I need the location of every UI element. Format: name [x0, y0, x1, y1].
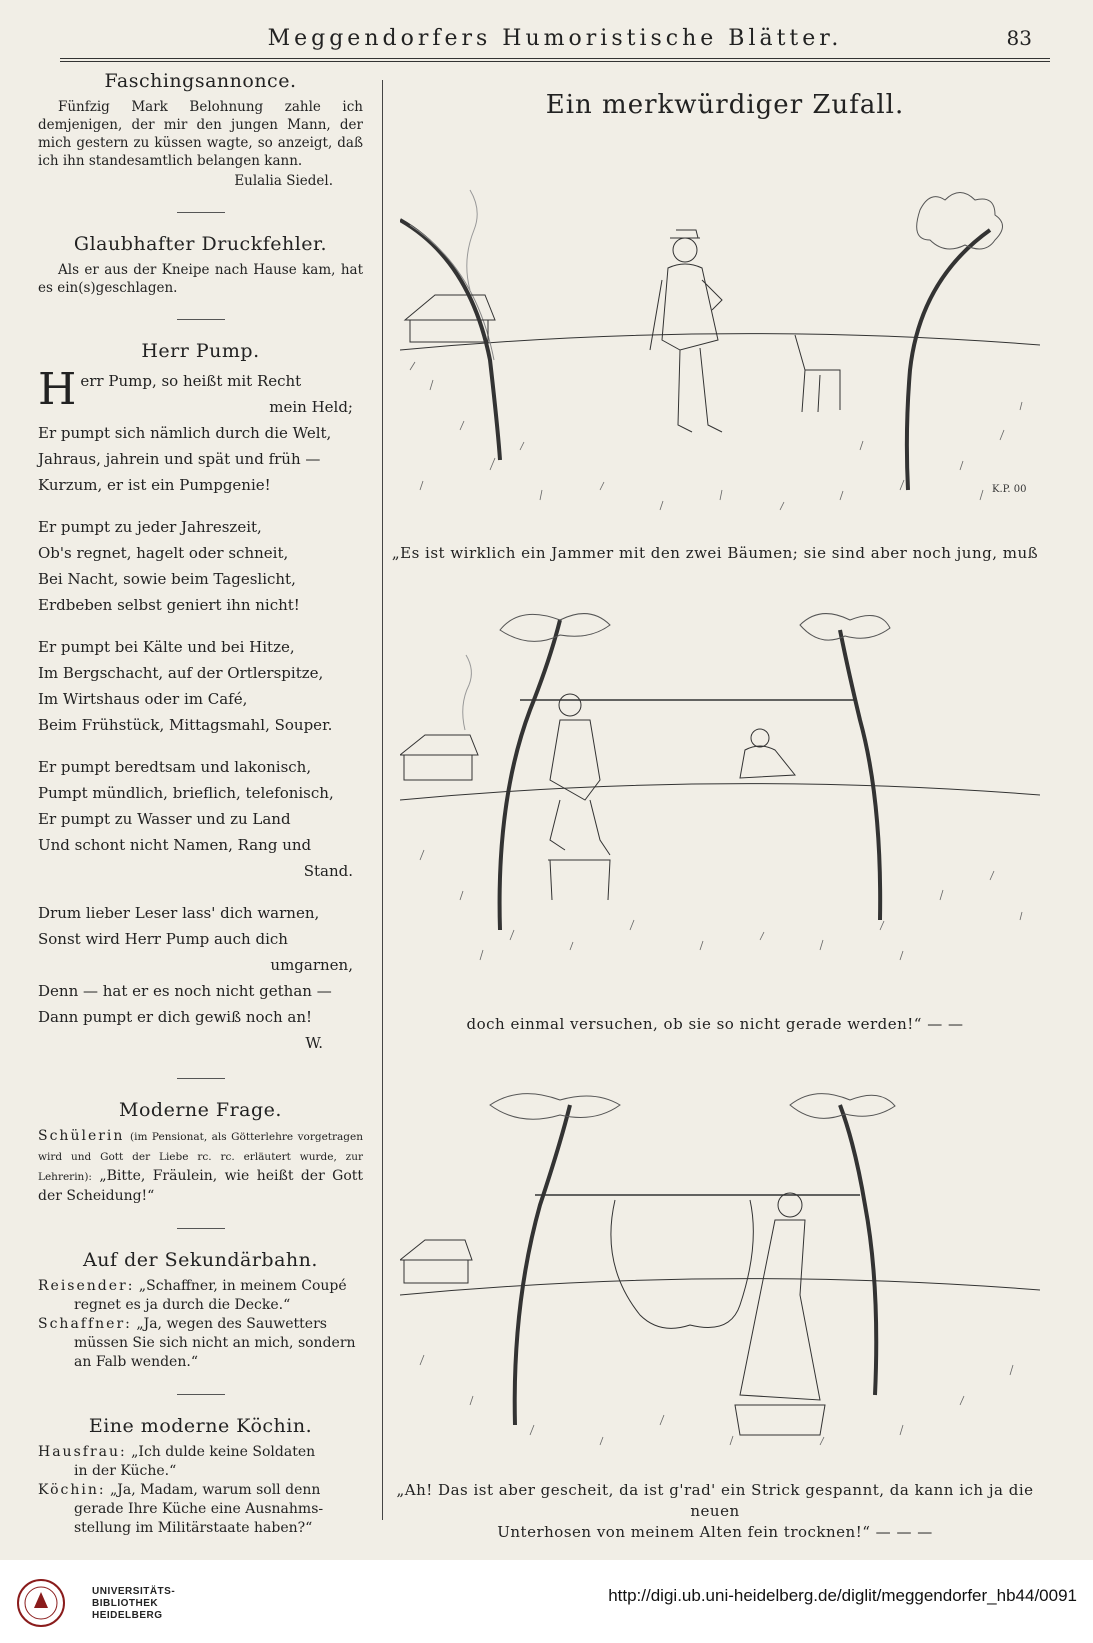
- cartoon-title: Ein merkwürdiger Zufall.: [545, 90, 905, 120]
- right-column: [395, 90, 1055, 130]
- poem-line: Dann pumpt er dich gewiß noch an!: [38, 1008, 313, 1026]
- signature: W.: [305, 1034, 323, 1052]
- speaker: Schülerin: [38, 1128, 125, 1144]
- section-title: Auf der Sekundärbahn.: [83, 1249, 318, 1271]
- library-name: [92, 1586, 175, 1622]
- poem-line: Er pumpt beredtsam und lakonisch,: [38, 758, 312, 776]
- separator: [177, 1394, 225, 1395]
- poem-line: umgarnen,: [270, 956, 353, 974]
- poem-line: Im Bergschacht, auf der Ortlerspitze,: [38, 664, 324, 682]
- poem-line: Drum lieber Leser lass' dich warnen,: [38, 904, 320, 922]
- speaker: Köchin:: [38, 1482, 106, 1498]
- section-title: Herr Pump.: [141, 340, 260, 362]
- journal-title: Meggendorfers Humoristische Blätter.: [267, 26, 843, 51]
- caption-3-line: „Ah! Das ist aber gescheit, da ist g'rad' ein Strick gespannt, da kann ich ja die neuen: [396, 1481, 1034, 1520]
- poem-line: mein Held;: [269, 398, 353, 416]
- poem-line: Er pumpt zu jeder Jahreszeit,: [38, 518, 262, 536]
- poem-line: Pumpt mündlich, brieflich, telefonisch,: [38, 784, 334, 802]
- library-name-line: BIBLIOTHEK: [92, 1598, 159, 1609]
- section-title: Eine moderne Köchin.: [88, 1415, 313, 1437]
- section-text: [38, 1127, 363, 1206]
- caption-1: „Es ist wirklich ein Jammer mit den zwei Bäumen; sie sind aber noch jung, muß: [391, 544, 1039, 562]
- poem-line: Und schont nicht Namen, Rang und: [38, 836, 312, 854]
- poem-line: Bei Nacht, sowie beim Tageslicht,: [38, 570, 296, 588]
- dialog-line: „Ja, wegen des Sauwetters: [136, 1316, 327, 1332]
- library-footer: [0, 1560, 1093, 1643]
- stanza: [38, 634, 363, 738]
- cartoon-panel-3: [400, 1085, 1040, 1465]
- speaker: Hausfrau:: [38, 1444, 127, 1460]
- dialog-line: „Schaffner, in meinem Coupé: [138, 1278, 347, 1294]
- page-number: 83: [1006, 26, 1032, 50]
- separator: [177, 1228, 225, 1229]
- section-title: Faschingsannonce.: [104, 70, 297, 92]
- separator: [177, 319, 225, 320]
- poem: [38, 364, 363, 1056]
- poem-line: Stand.: [303, 862, 353, 880]
- poem-line: Sonst wird Herr Pump auch dich: [38, 930, 288, 948]
- source-url-link[interactable]: http://digi.ub.uni-heidelberg.de/diglit/meggendorfer_hb44/0091: [608, 1586, 1077, 1605]
- stanza: [38, 754, 363, 884]
- dialog: [38, 1277, 363, 1372]
- stanza: [38, 364, 363, 498]
- dialog-line: an Falb wenden.“: [74, 1354, 198, 1370]
- running-header: [60, 26, 1050, 56]
- section-title: Glaubhafter Druckfehler.: [73, 233, 328, 255]
- dialog-line: „Ja, Madam, warum soll denn: [110, 1482, 321, 1498]
- column-divider: [382, 80, 383, 1520]
- dialog-line: regnet es ja durch die Decke.“: [74, 1297, 291, 1313]
- dialog-line: gerade Ihre Küche eine Ausnahms-: [74, 1501, 324, 1517]
- dialog: [38, 1443, 363, 1538]
- dialog-line: in der Küche.“: [74, 1463, 177, 1479]
- cartoon-panel-1: [400, 170, 1040, 530]
- dialog-line: müssen Sie sich nicht an mich, sondern: [74, 1335, 356, 1351]
- poem-line: Er pumpt zu Wasser und zu Land: [38, 810, 291, 828]
- poem-line: err Pump, so heißt mit Recht: [80, 372, 302, 390]
- poem-line: Kurzum, er ist ein Pumpgenie!: [38, 476, 271, 494]
- panel-1-illustration: [400, 170, 1040, 530]
- stanza: [38, 900, 363, 1056]
- poem-line: Erdbeben selbst geniert ihn nicht!: [38, 596, 300, 614]
- drop-cap: H: [38, 364, 77, 415]
- separator: [177, 212, 225, 213]
- left-column: [38, 68, 363, 1538]
- stanza: [38, 514, 363, 618]
- poem-line: Er pumpt bei Kälte und bei Hitze,: [38, 638, 295, 656]
- poem-line: Er pumpt sich nämlich durch die Welt,: [38, 424, 332, 442]
- dialog-line: „Ich dulde keine Soldaten: [131, 1444, 316, 1460]
- signature: Eulalia Siedel.: [234, 173, 333, 189]
- section-text: Fünfzig Mark Belohnung zahle ich demjenigen, der mir den jungen Mann, der mich gestern zu küssen wagte, so anzeigt, daß ich ihn standesamtlich belangen kann.: [38, 99, 363, 169]
- poem-line: Im Wirtshaus oder im Café,: [38, 690, 248, 708]
- header-rule: [60, 58, 1050, 62]
- speaker: Schaffner:: [38, 1316, 132, 1332]
- poem-line: Jahraus, jahrein und spät und früh —: [38, 450, 321, 468]
- university-seal-icon: [16, 1578, 66, 1628]
- poem-line: Beim Frühstück, Mittagsmahl, Souper.: [38, 716, 333, 734]
- speaker: Reisender:: [38, 1278, 135, 1294]
- stage-note: (im Pensionat, als Götterlehre vorgetragen wird und Gott der Liebe rc. rc. erläutert wurde, zur Lehrerin):: [38, 1131, 363, 1183]
- panel-3-illustration: [400, 1085, 1040, 1465]
- caption-3: [385, 1480, 1045, 1543]
- caption-3-line: Unterhosen von meinem Alten fein trocknen!“ — — —: [497, 1523, 933, 1541]
- poem-line: Denn — hat er es noch nicht gethan —: [38, 982, 332, 1000]
- dialog-line: stellung im Militärstaate haben?“: [74, 1520, 313, 1536]
- poem-line: Ob's regnet, hagelt oder schneit,: [38, 544, 289, 562]
- section-text: Als er aus der Kneipe nach Hause kam, hat es ein(s)geschlagen.: [38, 262, 363, 296]
- panel-2-illustration: [400, 600, 1040, 990]
- library-name-line: HEIDELBERG: [92, 1610, 163, 1621]
- library-name-line: UNIVERSITÄTS-: [92, 1586, 176, 1597]
- separator: [177, 1078, 225, 1079]
- cartoon-panel-2: [400, 600, 1040, 990]
- section-title: Moderne Frage.: [119, 1099, 282, 1121]
- artist-mark: K.P. 00: [992, 484, 1027, 495]
- quote: „Bitte, Fräulein, wie heißt der Gott der Scheidung!“: [38, 1168, 363, 1204]
- caption-2: doch einmal versuchen, ob sie so nicht gerade werden!“ — —: [466, 1015, 964, 1033]
